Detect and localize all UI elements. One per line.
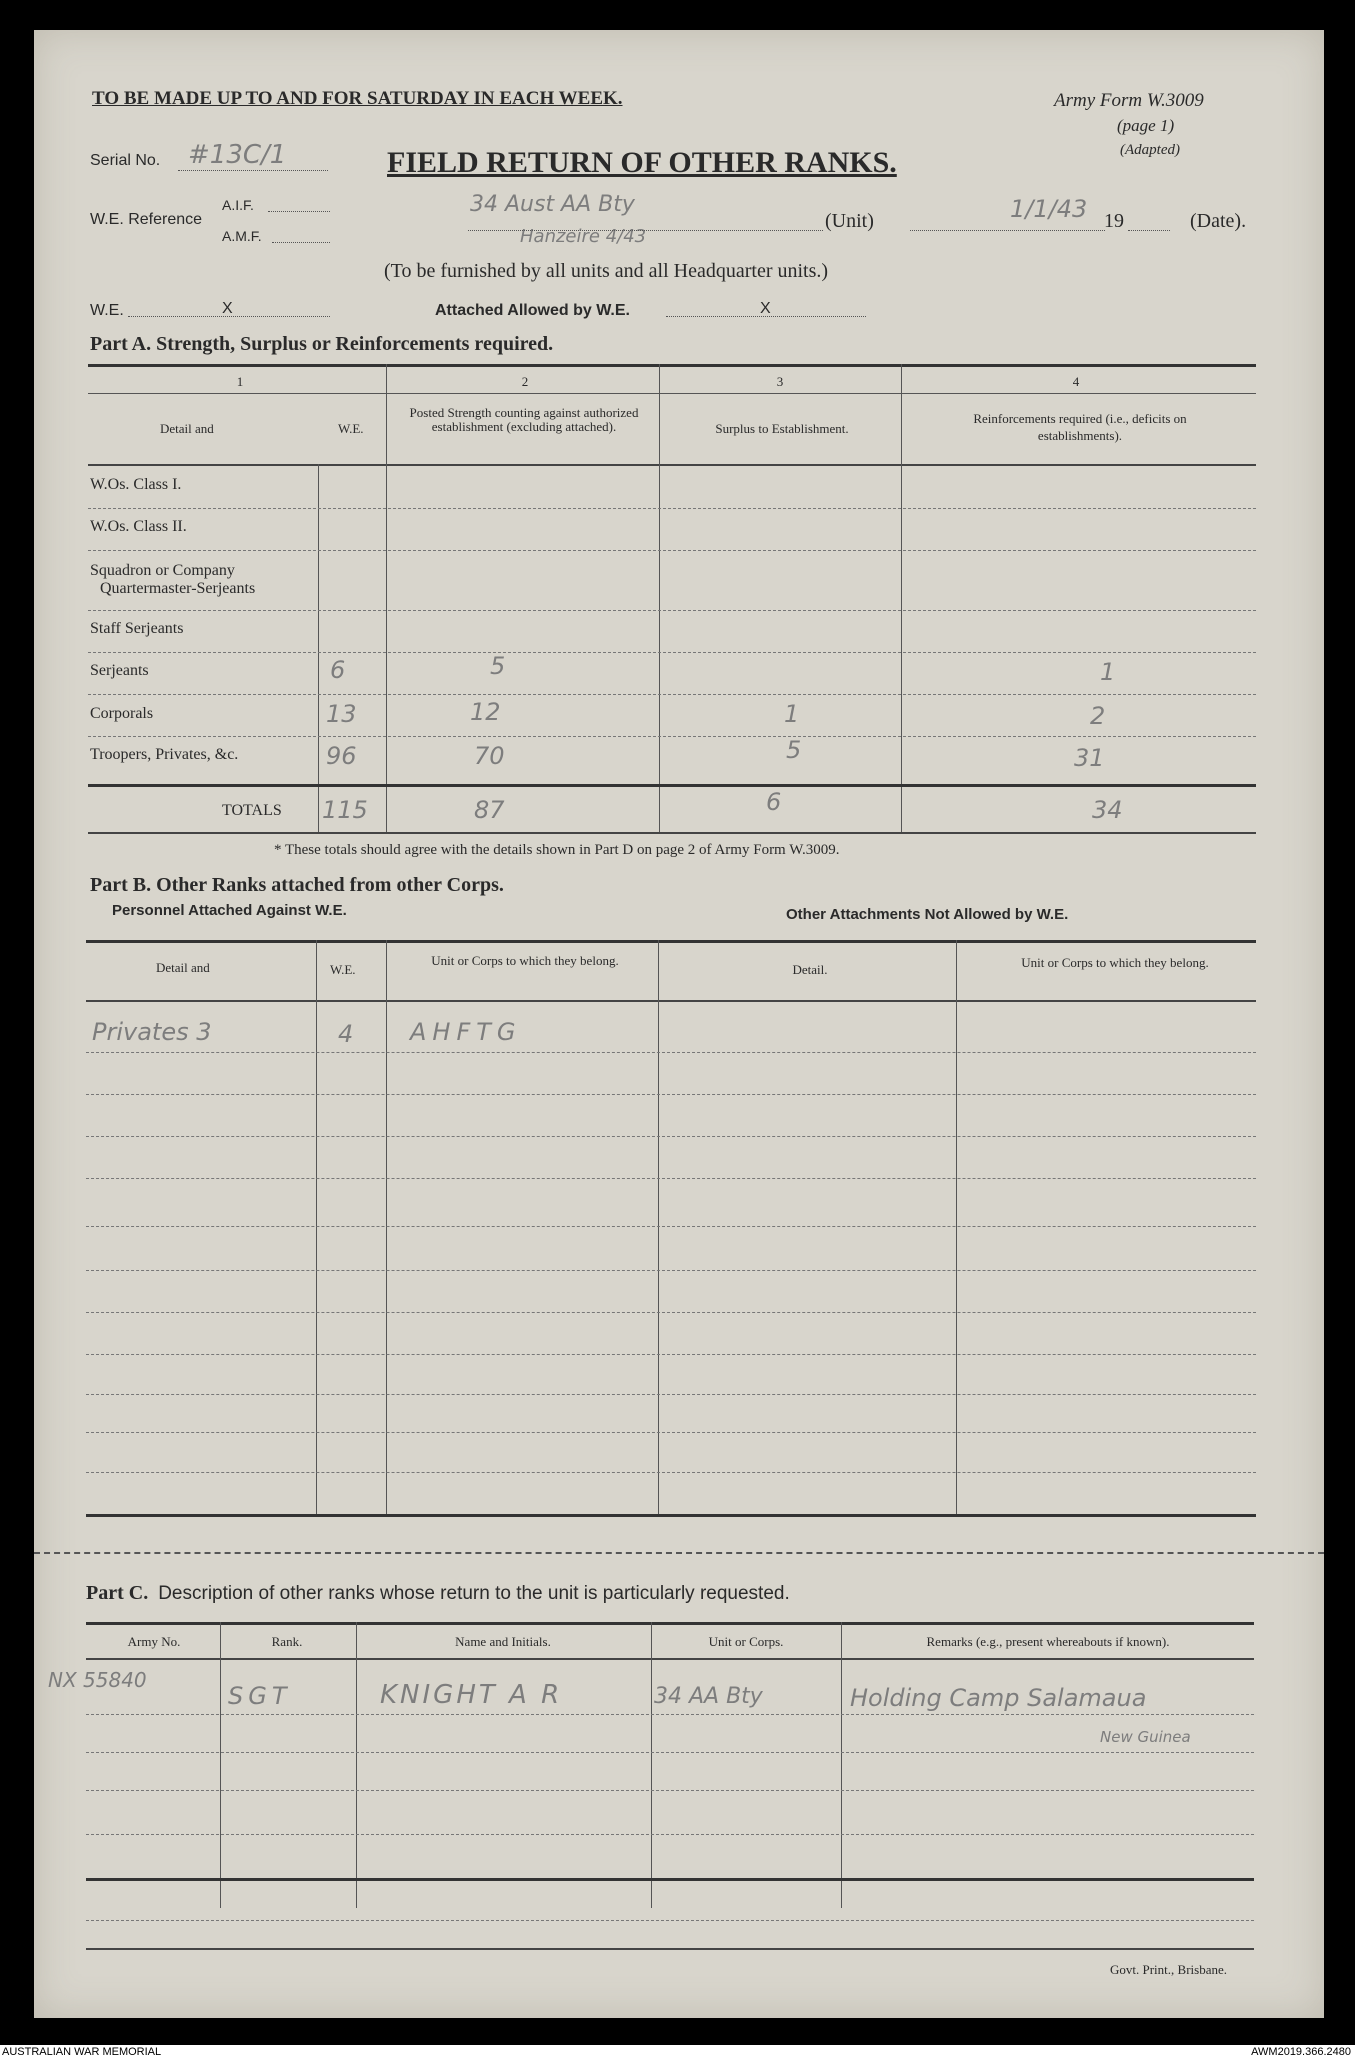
part-c-row-rule (86, 1752, 1254, 1753)
part-b-right-subtitle: Other Attachments Not Allowed by W.E. (786, 906, 1069, 923)
part-a-vline-2 (659, 364, 660, 832)
part-a-row-rule (88, 508, 1256, 509)
year-prefix: 19 (1104, 210, 1124, 232)
part-b-header-detail: Detail and (156, 960, 210, 975)
part-b-left-subtitle: Personnel Attached Against W.E. (112, 902, 347, 919)
archive-footer (0, 2045, 1355, 2061)
unit-label: (Unit) (825, 210, 874, 232)
part-a-row-rule (88, 652, 1256, 653)
part-a-row-rule (88, 550, 1256, 551)
furnished-note: (To be furnished by all units and all Headquarter units.) (384, 260, 829, 282)
part-b-header-we: W.E. (330, 962, 356, 977)
unit-line (468, 230, 823, 231)
part-a-vline-1 (386, 364, 387, 832)
part-b-top-rule (86, 940, 1256, 943)
part-b-header-unit-corps: Unit or Corps to which they belong. (431, 953, 619, 968)
aif-line (268, 211, 330, 212)
part-a-row-detail-2: Quartermaster-Serjeants (100, 580, 256, 597)
part-a-row-reinf[interactable]: 31 (1074, 744, 1105, 772)
part-c-row-rule (86, 1790, 1254, 1791)
part-c-header-unit: Unit or Corps. (708, 1634, 784, 1649)
part-a-row-posted[interactable]: 12 (470, 698, 501, 726)
part-a-row-reinf[interactable]: 2 (1090, 702, 1106, 730)
part-a-row-detail: W.Os. Class II. (90, 518, 187, 535)
amf-label: A.M.F. (222, 228, 262, 244)
part-a-header-detail: Detail and (160, 421, 214, 436)
form-name: Army Form W.3009 (1054, 90, 1204, 111)
part-a-row-rule (88, 736, 1256, 737)
part-a-col-num-4: 4 (1072, 374, 1080, 389)
unit-value-2[interactable]: Hanzeire 4/43 (520, 226, 647, 247)
part-a-row-detail: Corporals (90, 705, 154, 722)
part-a-row-we[interactable]: 13 (326, 700, 357, 728)
part-b-vline-right (956, 940, 957, 1514)
printer-note: Govt. Print., Brisbane. (1110, 1962, 1227, 1977)
we-label: W.E. (90, 302, 124, 319)
archive-right-label: AWM2019.366.2480 (1251, 2046, 1351, 2058)
date-value[interactable]: 1/1/43 (1010, 195, 1088, 223)
part-a-num-rule (88, 393, 1256, 394)
part-b-header-rule (86, 1000, 1256, 1002)
part-a-header-we: W.E. (338, 421, 364, 436)
part-c-header-name: Name and Initials. (455, 1634, 551, 1649)
part-c-vline-1 (220, 1622, 221, 1908)
part-a-col-num-1: 1 (236, 374, 244, 389)
serial-label: Serial No. (90, 152, 161, 169)
part-a-row-we[interactable]: 6 (330, 656, 346, 684)
part-c-row-army-no[interactable]: NX 55840 (48, 1668, 147, 1692)
form-page: (page 1) (1117, 116, 1175, 135)
serial-line (178, 170, 328, 171)
part-a-totals-rule (88, 784, 1256, 787)
part-a-footnote: * These totals should agree with the details shown in Part D on page 2 of Army Form W.3009. (274, 842, 840, 858)
part-c-title (86, 1582, 790, 1605)
year-line (1128, 230, 1170, 231)
part-c-vline-4 (841, 1622, 842, 1908)
part-a-vline-3 (901, 364, 902, 832)
part-c-header-remarks: Remarks (e.g., present whereabouts if known). (926, 1634, 1170, 1649)
part-b-header-detail-right: Detail. (792, 962, 828, 977)
part-b-row-rule (86, 1472, 1256, 1473)
part-a-title: Part A. Strength, Surplus or Reinforcements required. (90, 333, 554, 355)
part-a-row-detail: Squadron or Company (90, 562, 235, 579)
part-c-double-rule (86, 1878, 1254, 1881)
part-b-vline-unit (386, 940, 387, 1514)
part-a-row-rule (88, 610, 1256, 611)
part-a-totals-reinf[interactable]: 34 (1092, 796, 1123, 824)
form-adapted: (Adapted) (1120, 142, 1180, 158)
date-line (910, 230, 1105, 231)
part-a-row-detail: Serjeants (90, 662, 149, 679)
part-a-row-detail: W.Os. Class I. (90, 476, 182, 493)
part-a-totals-surplus[interactable]: 6 (766, 788, 782, 816)
serial-value[interactable]: #13C/1 (188, 140, 287, 170)
part-c-row-rule (86, 1714, 1254, 1715)
part-a-row-surplus[interactable]: 1 (784, 700, 800, 728)
attached-label: Attached Allowed by W.E. (435, 302, 630, 319)
part-b-row-detail[interactable]: Privates 3 (92, 1018, 212, 1046)
part-c-row-name[interactable]: KNIGHT A R (380, 1680, 563, 1710)
part-c-row-rule (86, 1834, 1254, 1835)
part-a-totals-posted[interactable]: 87 (474, 796, 505, 824)
part-a-col-num-3: 3 (776, 374, 784, 389)
part-a-row-posted[interactable]: 70 (474, 742, 505, 770)
part-b-row-rule (86, 1394, 1256, 1395)
part-a-header-surplus: Surplus to Establishment. (715, 421, 849, 436)
part-b-header-unit-corps-right: Unit or Corps to which they belong. (1021, 955, 1209, 970)
attached-x-mark: X (760, 300, 771, 317)
part-a-row-rule (88, 694, 1256, 695)
part-c-row-remarks-2[interactable]: New Guinea (1100, 1728, 1191, 1746)
part-c-row-unit[interactable]: 34 AA Bty (654, 1684, 763, 1709)
part-c-title-bold: Part C. (86, 1582, 149, 1604)
part-c-bottom-rule (86, 1948, 1254, 1950)
part-b-row-rule (86, 1226, 1256, 1227)
part-b-row-rule (86, 1432, 1256, 1433)
part-a-totals-we[interactable]: 115 (322, 796, 368, 824)
part-c-vline-3 (651, 1622, 652, 1908)
part-a-vline-we (318, 464, 319, 832)
top-instruction: TO BE MADE UP TO AND FOR SATURDAY IN EACH WEEK. (92, 88, 623, 109)
part-a-header-posted: Posted Strength counting against authorized establishment (excluding attached). (409, 405, 639, 434)
part-c-vline-2 (356, 1622, 357, 1908)
part-a-row-detail: Staff Serjeants (90, 620, 184, 637)
part-b-row-rule (86, 1094, 1256, 1095)
tear-line (34, 1552, 1324, 1554)
page-title: FIELD RETURN OF OTHER RANKS. (387, 146, 897, 179)
part-b-row-rule (86, 1270, 1256, 1271)
part-b-row-we[interactable]: 4 (338, 1020, 354, 1048)
part-b-row-rule (86, 1178, 1256, 1179)
form-sheet (34, 30, 1324, 2018)
we-reference-label: W.E. Reference (90, 211, 203, 228)
part-b-row-rule (86, 1354, 1256, 1355)
part-a-bottom-rule (88, 832, 1256, 834)
archive-left-label: AUSTRALIAN WAR MEMORIAL (2, 2046, 162, 2058)
part-c-row-rule (86, 1920, 1254, 1921)
we-x-mark: X (222, 300, 233, 317)
part-b-vline-we (316, 940, 317, 1514)
part-a-row-we[interactable]: 96 (326, 742, 357, 770)
part-c-header-army-no: Army No. (127, 1634, 181, 1649)
part-b-row-rule (86, 1052, 1256, 1053)
part-b-row-rule (86, 1136, 1256, 1137)
part-b-bottom-rule (86, 1514, 1256, 1517)
part-c-header-rank: Rank. (271, 1634, 303, 1649)
part-a-row-detail: Troopers, Privates, &c. (90, 746, 239, 763)
part-a-top-rule (88, 364, 1256, 367)
amf-line (272, 242, 330, 243)
part-a-row-surplus[interactable]: 5 (786, 736, 802, 764)
part-a-col-num-2: 2 (521, 374, 529, 389)
part-a-header-rule (88, 464, 1256, 466)
part-b-title: Part B. Other Ranks attached from other Corps. (90, 874, 504, 896)
part-c-title-rest: Description of other ranks whose return to the unit is particularly requested. (158, 1583, 790, 1604)
part-b-vline-mid (658, 940, 659, 1514)
unit-value[interactable]: 34 Aust AA Bty (470, 192, 635, 217)
part-a-row-posted[interactable]: 5 (490, 652, 506, 680)
part-b-row-unit[interactable]: AHFTG (410, 1018, 522, 1046)
part-b-row-rule (86, 1312, 1256, 1313)
part-c-row-remarks[interactable]: Holding Camp Salamaua (850, 1684, 1147, 1712)
part-c-top-rule (86, 1622, 1254, 1625)
aif-label: A.I.F. (222, 197, 254, 213)
part-a-header-reinforcements: Reinforcements required (i.e., deficits on establishments). (973, 411, 1187, 443)
part-a-row-reinf[interactable]: 1 (1100, 658, 1116, 686)
date-label: (Date). (1190, 210, 1247, 232)
part-c-row-rank[interactable]: SGT (228, 1682, 292, 1710)
part-c-header-rule (86, 1658, 1254, 1660)
part-a-totals-label: TOTALS (222, 802, 282, 819)
